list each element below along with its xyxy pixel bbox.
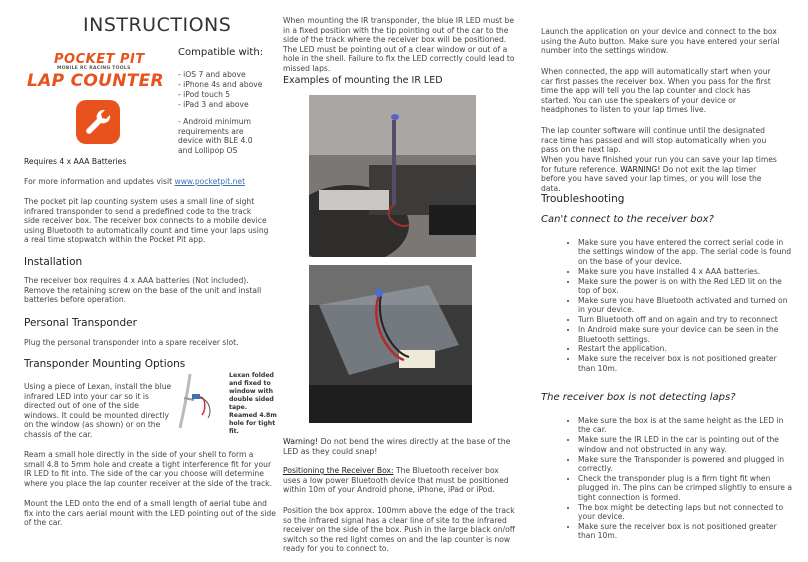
list-item: • Make sure you have Bluetooth activated and turned on in your device. xyxy=(578,296,793,315)
right-p4-warning: WARNING! xyxy=(620,164,661,174)
logo-pocket-pit-text: POCKET PIT xyxy=(54,52,145,67)
position-paragraph-2: Position the box approx. 100mm above the edge of the track so the infrared signal has a clear line of site to the infrared receiver on the side of the box. Push in the large black on/off switch so the red light comes on and the lap counter is now ready for you to connect to. xyxy=(283,506,515,554)
compatible-item: - iOS 7 and above xyxy=(178,70,246,79)
list-item: • Make sure the receiver box is not positioned greater than 10m. xyxy=(578,522,793,541)
compatible-android: - Android minimum requirements are device with BLE 4.0 and Lollipop OS xyxy=(178,117,253,155)
more-info xyxy=(24,177,245,187)
page-title: INSTRUCTIONS xyxy=(83,14,232,36)
list-item: • Make sure the IR LED in the car is pointing out of the window and not obstructed in any way. xyxy=(578,435,793,454)
batteries-note: Requires 4 x AAA Batteries xyxy=(24,157,127,166)
logo-subtitle: MOBILE RC RACING TOOLS xyxy=(57,66,131,71)
mounting-options-p1: Using a piece of Lexan, install the blue infrared LED into your car so it is directed out of one of the side windows. It could be mounted directly on the window (as shown) or on the chassis of the car. xyxy=(24,382,172,439)
warning-text: Do not bend the wires directly at the base of the LED as they could snap! xyxy=(283,437,511,456)
list-item: • Restart the application. xyxy=(578,344,793,353)
ir-led-mounting-photo-2 xyxy=(309,265,472,423)
not-detecting-list xyxy=(565,416,793,541)
personal-transponder-text: Plug the personal transponder into a spare receiver slot. xyxy=(24,338,239,347)
positioning-text: The Bluetooth receiver box uses a low power Bluetooth device that must be positioned within 10m of your Android phone, iPhone, iPad or iPod. xyxy=(283,466,509,495)
diagram-note: Lexan folded and fixed to window with double sided tape. Reamed 4.8m hole for tight fit. xyxy=(229,372,277,435)
warning-label: Warning! xyxy=(283,437,319,446)
list-item: • Make sure the power is on with the Red LED lit on the top of box. xyxy=(578,277,793,296)
mounting-options-p3: Mount the LED onto the end of a small length of aerial tube and fix into the cars aerial mount with the LED pointing out of the side of the car. xyxy=(24,499,276,528)
positioning-label: Positioning the Receiver Box: xyxy=(283,466,394,475)
ir-led-mounting-photo-1 xyxy=(309,95,476,257)
right-p4-b: Do not exit the lap timer before you have saved your lap times, or you will lose the data. xyxy=(541,164,762,193)
logo-lap-counter-text: LAP COUNTER xyxy=(27,71,164,91)
list-item: • In Android make sure your device can be seen in the Bluetooth settings. xyxy=(578,325,793,344)
middle-intro: When mounting the IR transponder, the blue IR LED must be in a fixed position with the tip pointing out of the car to the side of the track where the receiver box will be positioned. The LED must be pointing out of a clear window or out of a hole in the shell. Failure to fix the LED correctly could lead to missed laps. xyxy=(283,16,515,73)
app-icon xyxy=(76,100,120,144)
compatible-item: - iPhone 4s and above xyxy=(178,80,263,89)
list-item: • Check the transponder plug is a firm tight fit when plugged in. The pins can be crimped slightly to ensure a tight connection is formed. xyxy=(578,474,793,502)
website-link[interactable]: www.pocketpit.net xyxy=(174,177,246,186)
compatible-item: - iPod touch 5 xyxy=(178,90,231,99)
cant-connect-heading: Can't connect to the receiver box? xyxy=(541,214,714,225)
wrench-icon xyxy=(76,100,120,144)
right-p4-a: When you have finished your run you can save your lap times for future reference. xyxy=(541,155,777,174)
list-item: • The box might be detecting laps but not connected to your device. xyxy=(578,503,793,522)
examples-heading: Examples of mounting the IR LED xyxy=(283,75,443,86)
list-item: • Make sure the Transponder is powered and plugged in correctly. xyxy=(578,455,793,474)
right-p4 xyxy=(541,155,781,193)
mounting-options-p2: Ream a small hole directly in the side of your shell to form a small 4.8 to 5mm hole and create a tight interference fit for your IR LED to fit into. The side of the car you choose will determine where you place the lap counter receiver at the side of the track. xyxy=(24,450,272,488)
intro-paragraph: The pocket pit lap counting system uses a small line of sight infrared transponder to send a predefined code to the track side receiver box. The receiver box connects to a mobile device using Bluetooth to automatically count and time your laps using a real time stopwatch within the Pocket Pit app. xyxy=(24,197,269,245)
more-info-text: For more information and updates visit xyxy=(24,177,175,186)
right-p2: When connected, the app will automatically start when your car first passes the receiver box. When you pass for the first time the app will tell you the lap counter and clock has started. You can use the speakers of your device or headphones to listen to your lap times live. xyxy=(541,67,771,115)
list-item: • Make sure the box is at the same height as the LED in the car. xyxy=(578,416,793,435)
installation-heading: Installation xyxy=(24,256,83,268)
mounting-options-heading: Transponder Mounting Options xyxy=(24,358,186,370)
positioning-paragraph xyxy=(283,466,518,495)
lexan-mounting-diagram xyxy=(172,370,232,430)
compatible-item: - iPad 3 and above xyxy=(178,100,249,109)
list-item: • Make sure you have entered the correct serial code in the settings window of the app. The serial code is found on the base of your device. xyxy=(578,238,793,266)
cant-connect-list xyxy=(565,238,793,374)
troubleshooting-heading: Troubleshooting xyxy=(541,193,625,205)
compatible-heading: Compatible with: xyxy=(178,47,264,58)
right-p3: The lap counter software will continue until the designated race time has passed and will stop automatically when you pass on the next lap. xyxy=(541,126,767,155)
personal-transponder-heading: Personal Transponder xyxy=(24,317,137,329)
list-item: • Make sure the receiver box is not positioned greater than 10m. xyxy=(578,354,793,373)
warning-paragraph xyxy=(283,437,518,456)
not-detecting-heading: The receiver box is not detecting laps? xyxy=(541,392,736,403)
list-item: • Turn Bluetooth off and on again and try to reconnect xyxy=(578,315,793,324)
list-item: • Make sure you have installed 4 x AAA batteries. xyxy=(578,267,793,276)
right-p1: Launch the application on your device and connect to the box using the Auto button. Make sure you have entered your serial number into the settings window. xyxy=(541,27,780,56)
pocket-pit-logo xyxy=(24,52,174,94)
installation-text: The receiver box requires 4 x AAA batteries (Not included). Remove the retaining screw on the base of the unit and install batteries before operation. xyxy=(24,276,262,305)
